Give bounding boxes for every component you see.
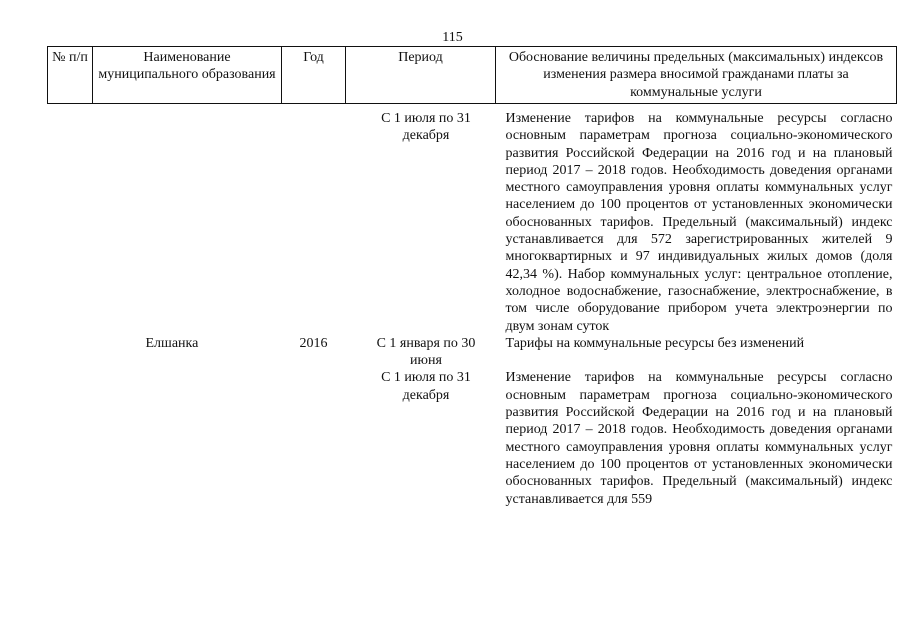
row-year: 2016 xyxy=(299,335,328,351)
header-reason: Обоснование величины предельных (максимальных) индексов изменения размера вносимой гражданами платы за коммунальные услуги xyxy=(496,47,897,104)
header-name: Наименование муниципального образования xyxy=(93,47,282,104)
table-row xyxy=(48,369,897,507)
row-num xyxy=(48,335,93,370)
row-num xyxy=(48,104,93,335)
row-period: С 1 июля по 31 декабря xyxy=(381,370,471,403)
row-name xyxy=(93,369,282,507)
row-reason: Изменение тарифов на коммунальные ресурсы согласно основным параметрам прогноза социально-экономического развития Российской Федерации на 2016 год и на плановый период 2017 – 2018 годов. Необходимость доведения органами местного самоуправления уровня оплаты коммунальных услуг населением до 100 процентов от установленных экономически обоснованных тарифов. Предельный (максимальный) индекс устанавливается для 572 зарегистрированных жителей 9 многоквартирных и 97 индивидуальных жилых домов (доля 42,34 %). Набор коммунальных услуг: центральное отопление, холодное водоснабжение, газоснабжение, электроснабжение, в том числе оборудование прибором учета электроэнергии по двум зонам суток xyxy=(505,111,893,334)
row-period: С 1 января по 30 июня xyxy=(376,335,476,369)
tariff-table xyxy=(47,46,897,508)
row-reason: Тарифы на коммунальные ресурсы без изменений xyxy=(505,335,805,351)
row-year xyxy=(282,369,346,507)
header-period: Период xyxy=(346,47,496,104)
table-header xyxy=(48,47,897,104)
table-row xyxy=(48,104,897,335)
row-reason: Изменение тарифов на коммунальные ресурсы согласно основным параметрам прогноза социально-экономического развития Российской Федерации на 2016 год и на плановый период 2017 – 2018 годов. Необходимость доведения органами местного самоуправления уровня оплаты коммунальных услуг населением до 100 процентов от установленных экономически обоснованных тарифов. Предельный (максимальный) индекс устанавливается для 559 xyxy=(505,370,893,507)
table-row xyxy=(48,335,897,370)
row-name: Елшанка xyxy=(145,335,199,351)
row-year xyxy=(282,104,346,335)
row-num xyxy=(48,369,93,507)
row-name xyxy=(93,104,282,335)
header-num: № п/п xyxy=(48,47,93,104)
header-year: Год xyxy=(282,47,346,104)
page-number: 115 xyxy=(442,30,463,45)
row-period: С 1 июля по 31 декабря xyxy=(381,111,471,144)
